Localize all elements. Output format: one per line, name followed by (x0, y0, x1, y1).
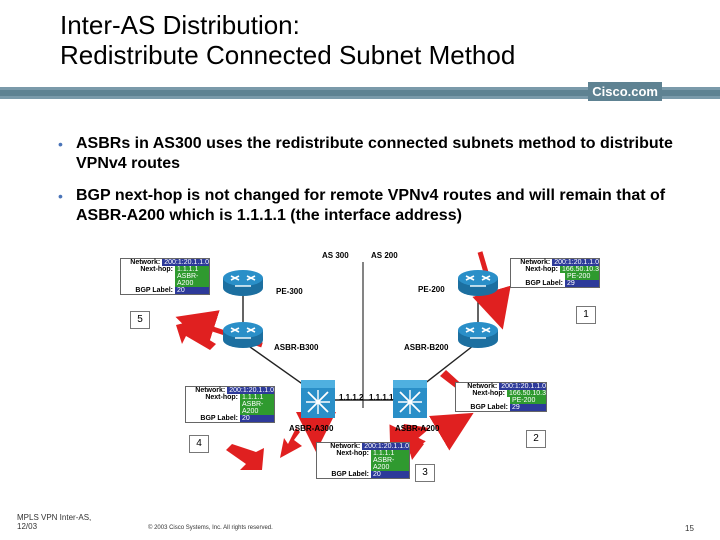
route-info-box-1: Network: 200:1:20.1.1.0 Next-hop: 166.50.10.3 PE-200 BGP Label: 29 (510, 258, 600, 288)
footer-course: MPLS VPN Inter-AS, (17, 513, 92, 522)
pe-300-label: PE-300 (276, 287, 303, 296)
as-300-label: AS 300 (322, 251, 349, 260)
brand-logo[interactable]: Cisco.com (588, 82, 662, 101)
route-info-box-3: Network: 200:1:20.1.1.0 Next-hop: 1.1.1.1 ASBR-A200 BGP Label: 20 (316, 442, 410, 479)
page-number: 15 (685, 524, 694, 533)
step-number-1: 1 (576, 306, 596, 324)
footer-left (17, 513, 91, 531)
title-line-1: Inter-AS Distribution: (60, 10, 300, 40)
footer-date: 12/03 (17, 522, 38, 531)
step-number-2: 2 (526, 430, 546, 448)
asbr-b200-router-icon (458, 322, 498, 348)
step-number-4: 4 (189, 435, 209, 453)
footer-copyright: © 2003 Cisco Systems, Inc. All rights reserved. (148, 525, 273, 531)
bullet-item-1: • ASBRs in AS300 uses the redistribute connected subnets method to distribute VPNv4 routes (58, 135, 673, 172)
step-number-3: 3 (415, 464, 435, 482)
route-info-box-5: Network: 200:1:20.1.1.0 Next-hop: 1.1.1.1 ASBR-A200 BGP Label: 20 (120, 258, 210, 295)
asbr-b300-label: ASBR-B300 (274, 343, 319, 352)
title-line-2: Redistribute Connected Subnet Method (60, 40, 516, 70)
step-number-5: 5 (130, 311, 150, 329)
asbr-a300-label: ASBR-A300 (289, 424, 334, 433)
bullet-dot-icon: • (58, 136, 63, 152)
asbr-a300-switch-icon (301, 380, 335, 418)
asbr-a200-switch-icon (393, 380, 427, 418)
route-info-box-4: Network: 200:1:20.1.1.0 Next-hop: 1.1.1.1 ASBR-A200 BGP Label: 20 (185, 386, 275, 423)
asbr-a200-label: ASBR-A200 (395, 424, 440, 433)
pe-200-router-icon (458, 270, 498, 296)
pe-200-label: PE-200 (418, 285, 445, 294)
as-200-label: AS 200 (371, 251, 398, 260)
asbr-b300-router-icon (223, 322, 263, 348)
asbr-b200-label: ASBR-B200 (404, 343, 449, 352)
link-ip-left: 1.1.1.2 (339, 393, 364, 402)
route-info-box-2: Network: 200:1:20.1.1.0 Next-hop: 166.50.10.3 PE-200 BGP Label: 29 (455, 382, 547, 412)
link-ip-right: 1.1.1.1 (369, 393, 394, 402)
bullet-dot-icon: • (58, 188, 63, 204)
bullet-item-2: • BGP next-hop is not changed for remote VPNv4 routes and will remain that of ASBR-A200 which is 1.1.1.1 (the interface address) (58, 187, 666, 224)
pe-300-router-icon (223, 270, 263, 296)
